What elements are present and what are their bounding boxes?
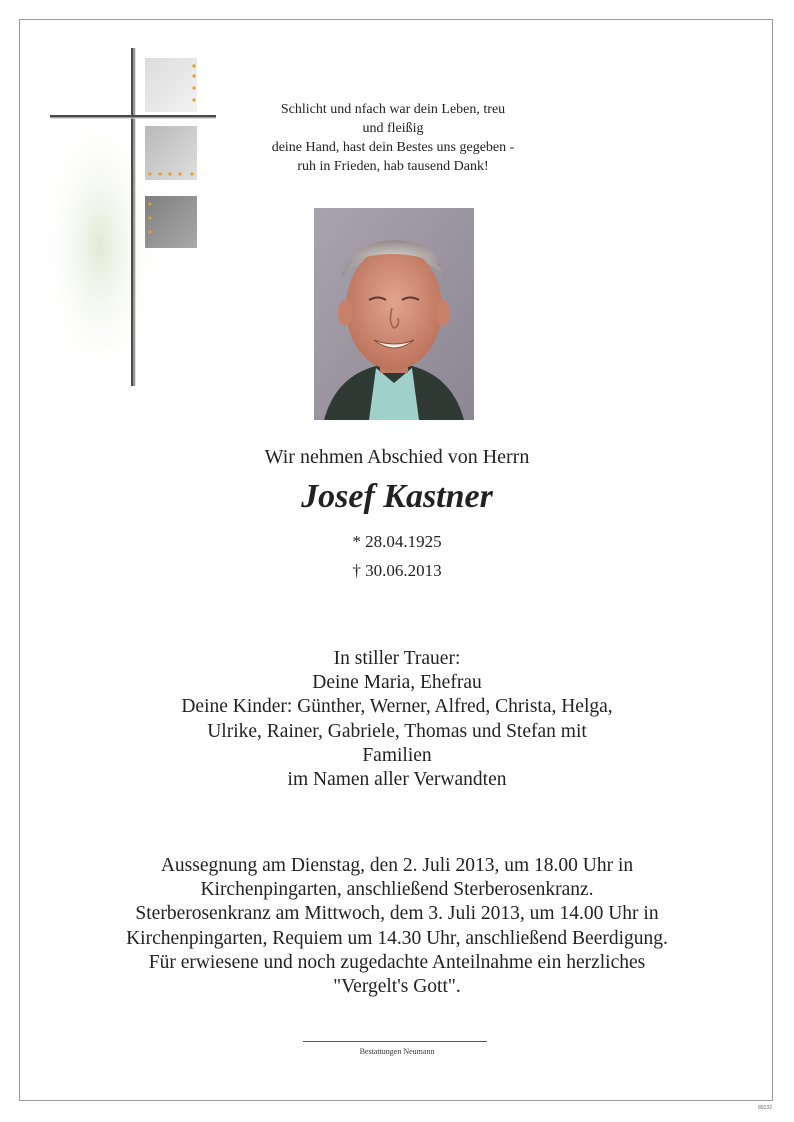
verse-line: und fleißig: [362, 121, 424, 136]
service-line: Aussegnung am Dienstag, den 2. Juli 2013, um 18.00 Uhr in: [160, 855, 634, 876]
service-line: Kirchenpingarten, Requiem um 14.30 Uhr, anschließend Beerdigung.: [126, 927, 668, 949]
service-line: "Vergelt's Gott".: [333, 976, 461, 998]
verse-line: ruh in Frieden, hab tausend Dank!: [297, 159, 489, 174]
mourners: [0, 647, 794, 792]
footer-code: 89132: [758, 1105, 772, 1111]
cross-icon: [30, 46, 230, 391]
verse: [240, 100, 546, 176]
mourners-line: Familien: [362, 744, 432, 766]
verse-line: deine Hand, hast dein Bestes uns gegeben -: [271, 140, 515, 155]
service-line: Sterberosenkranz am Mittwoch, dem 3. Juli 2013, um 14.00 Uhr in: [135, 903, 659, 925]
verse-line: Schlicht und nfach war dein Leben, treu: [280, 102, 506, 117]
service-info: [0, 854, 794, 999]
birth-date: * 28.04.1925: [352, 532, 442, 551]
intro-text: Wir nehmen Abschied von Herrn: [264, 446, 530, 468]
mourners-line: im Namen aller Verwandten: [287, 769, 507, 791]
signature: Bestattungen Neumann: [359, 1047, 435, 1056]
service-line: Für erwiesene und noch zugedachte Anteilnahme ein herzliches: [148, 951, 646, 973]
service-line: Kirchenpingarten, anschließend Sterberosenkranz.: [200, 879, 594, 901]
life-dates: [0, 527, 794, 585]
mourners-line: In stiller Trauer:: [333, 648, 461, 669]
mourners-line: Deine Kinder: Günther, Werner, Alfred, Christa, Helga,: [181, 696, 613, 718]
death-date: † 30.06.2013: [352, 561, 442, 580]
portrait-photo: [314, 208, 474, 420]
deceased-name: Josef Kastner: [301, 478, 493, 515]
mourners-line: Deine Maria, Ehefrau: [312, 672, 482, 694]
signature-line: [303, 1041, 487, 1042]
mourners-line: Ulrike, Rainer, Gabriele, Thomas und Stefan mit: [207, 720, 587, 742]
